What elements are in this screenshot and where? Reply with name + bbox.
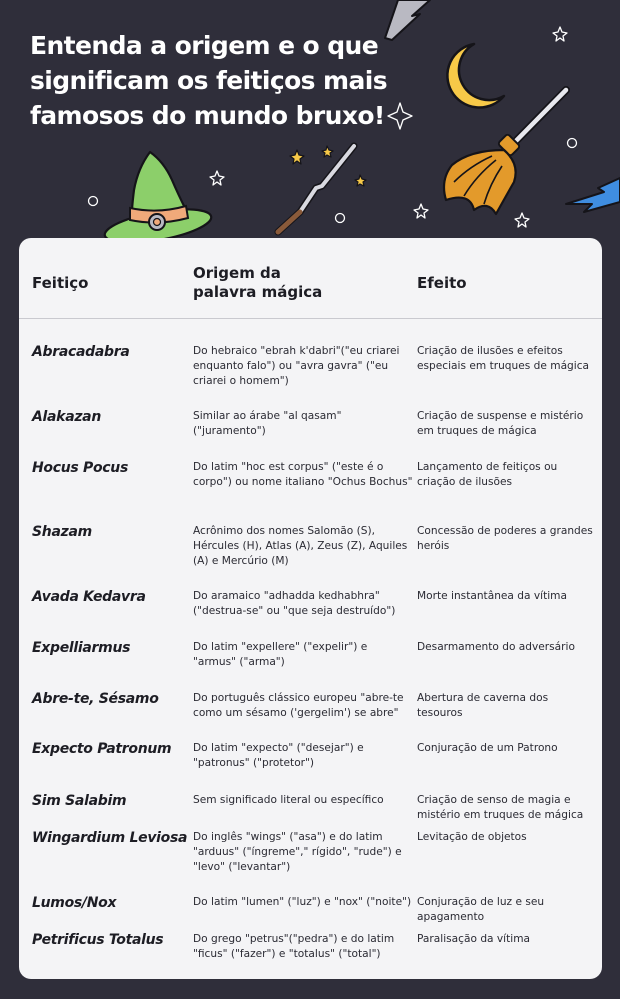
moon-icon [447, 44, 504, 108]
spell-name: Lumos/Nox [32, 895, 117, 911]
spell-origin: Do latim "expellere" ("expelir") e "armus" ("arma") [193, 641, 368, 668]
header-spell: Feitiço [32, 274, 89, 292]
spell-effect: Levitação de objetos [417, 831, 527, 843]
spell-effect: Criação de suspense e mistério em truques de mágica [417, 410, 584, 437]
spell-name: Sim Salabim [32, 793, 127, 809]
spell-name: Hocus Pocus [32, 460, 128, 476]
spell-name: Abre-te, Sésamo [32, 691, 159, 707]
spell-name: Avada Kedavra [32, 589, 146, 605]
spell-effect: Desarmamento do adversário [417, 641, 575, 653]
spell-origin: Sem significado literal ou específico [193, 794, 384, 806]
spell-name: Wingardium Leviosa [32, 830, 188, 846]
witch-hat-icon [102, 152, 213, 249]
spell-origin: Similar ao árabe "al qasam" ("juramento") [193, 410, 342, 437]
spell-name: Expelliarmus [32, 640, 131, 656]
magic-wand-icon [278, 146, 354, 232]
spell-effect: Abertura de caverna dos tesouros [417, 692, 549, 719]
spell-effect: Conjuração de um Patrono [417, 742, 558, 754]
spells-table [19, 238, 602, 979]
spell-effect: Criação de senso de magia e mistério em truques de mágica [417, 794, 584, 821]
broom-icon [444, 90, 566, 214]
spell-effect: Paralisação da vítima [417, 933, 531, 945]
header-origin: Origem da palavra mágica [193, 264, 323, 301]
spell-effect: Concessão de poderes a grandes heróis [417, 525, 593, 552]
spell-effect: Lançamento de feitiços ou criação de ilusões [417, 461, 558, 488]
spell-origin: Acrônimo dos nomes Salomão (S), Hércules (H), Atlas (A), Zeus (Z), Aquiles (A) e Mercúrio (M) [193, 525, 408, 567]
header-effect: Efeito [417, 274, 467, 292]
spell-origin: Do latim "hoc est corpus" ("este é o corpo") ou nome italiano "Ochus Bochus" [193, 461, 413, 488]
spell-origin: Do inglês "wings" ("asa") e do latim "arduus" ("íngreme"," rígido", "rude") e "levo" ("levantar") [193, 831, 402, 873]
spell-effect: Conjuração de luz e seu apagamento [417, 896, 545, 923]
spell-name: Alakazan [32, 409, 102, 425]
spell-effect: Criação de ilusões e efeitos especiais em truques de mágica [417, 345, 590, 372]
spell-name: Petrificus Totalus [32, 932, 164, 948]
lightning-gray-icon [385, 0, 430, 40]
spell-origin: Do português clássico europeu "abre-te como um sésamo ('gergelim') se abre" [193, 692, 404, 719]
spell-origin: Do latim "lumen" ("luz") e "nox" ("noite") [193, 896, 412, 908]
table-header [19, 238, 602, 319]
spell-origin: Do grego "petrus"("pedra") e do latim "ficus" ("fazer") e "totalus" ("total") [193, 933, 395, 960]
spell-effect: Morte instantânea da vítima [417, 590, 567, 602]
spell-origin: Do hebraico "ebrah k'dabri"("eu criarei enquanto falo") ou "avra gavra" ("eu criarei o homem") [193, 345, 400, 387]
spell-name: Abracadabra [32, 344, 130, 360]
lightning-icon [566, 178, 620, 212]
spell-name: Shazam [32, 524, 92, 540]
spell-origin: Do latim "expecto" ("desejar") e "patronus" ("protetor") [193, 742, 364, 769]
page-title: Entenda a origem e o que significam os feitiços mais famosos do mundo bruxo! [30, 31, 388, 130]
spell-name: Expecto Patronum [32, 741, 172, 757]
spell-origin: Do aramaico "adhadda kedhabhra" ("destrua-se" ou "que seja destruído") [193, 590, 396, 617]
